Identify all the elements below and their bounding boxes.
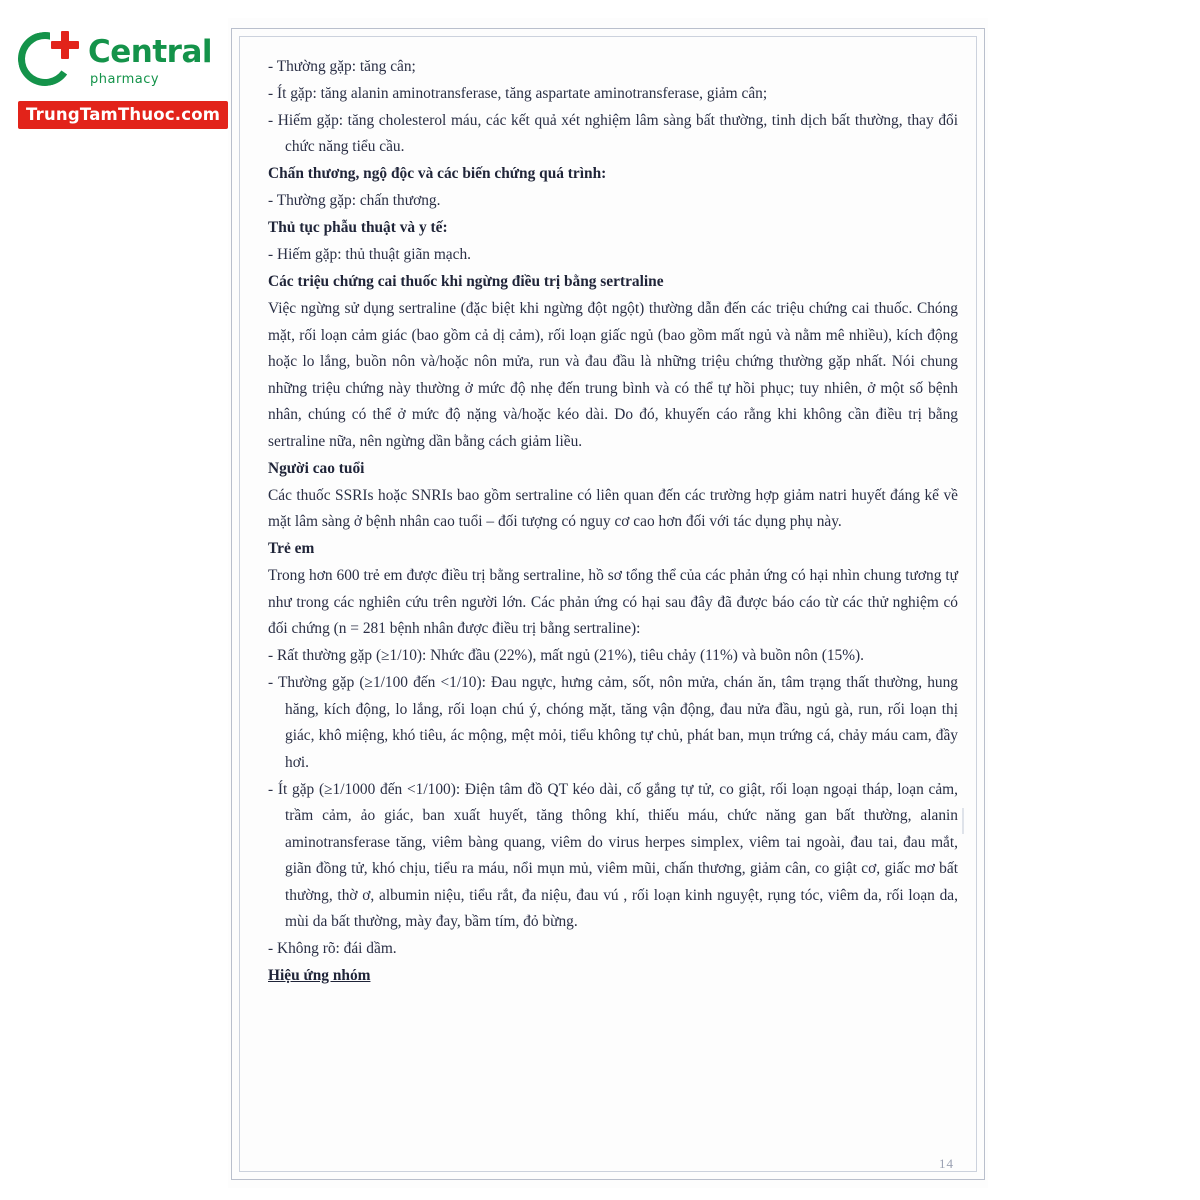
section-heading: Thủ tục phẫu thuật và y tế: — [268, 219, 448, 237]
section-heading: Chấn thương, ngộ độc và các biến chứng quá trình: — [268, 165, 607, 183]
bullet-line: - Không rõ: đái dầm. — [268, 939, 397, 957]
brand-subtitle: pharmacy — [90, 71, 160, 87]
paragraph: Trong hơn 600 trẻ em được điều trị bằng sertraline, hồ sơ tổng thể của các phản ứng có hại nhìn chung tương tự như trong các nghiên cứu trên người lớn. Các phản ứng có hại sau đây đã được báo cáo từ các thử nghiệm có đối chứng (n = 281 bệnh nhân được điều trị bằng sertraline): — [268, 567, 958, 638]
section-heading: Trẻ em — [268, 540, 315, 558]
bullet-line: - Ít gặp (≥1/1000 đến <1/100): Điện tâm đồ QT kéo dài, cố gắng tự tử, co giật, rối loạn ngoại tháp, loạn cảm, trầm cảm, ảo giác, ban xuất huyết, tăng thông khí, thiếu máu, chức năng gan bất thường, alanin aminotransferase tăng, viêm bàng quang, viêm do virus herpes simplex, viêm tai ngoài, đau tai, đau mắt, giãn đồng tử, khó chịu, tiểu ra máu, nổi mụn mủ, viêm mũi, chấn thương, giảm cân, co giật cơ, giấc mơ bất thường, thờ ơ, albumin niệu, tiểu rắt, đa niệu, đau vú , rối loạn kinh nguyệt, rụng tóc, viêm da, rối loạn da, mùi da bất thường, mày đay, bầm tím, đỏ bừng. — [268, 780, 958, 930]
scan-artifact — [962, 808, 964, 834]
section-heading-underlined: Hiệu ứng nhóm — [268, 966, 371, 984]
bullet-line: - Hiếm gặp: tăng cholesterol máu, các kết quả xét nghiệm lâm sàng bất thường, tinh dịch bất thường, thay đổi chức năng tiểu cầu. — [268, 111, 958, 156]
section-heading: Các triệu chứng cai thuốc khi ngừng điều trị bằng sertraline — [268, 273, 664, 291]
paragraph: Việc ngừng sử dụng sertraline (đặc biệt khi ngừng đột ngột) thường dẫn đến các triệu chứng cai thuốc. Chóng mặt, rối loạn cảm giác (bao gồm cả dị cảm), rối loạn giấc ngủ (bao gồm mất ngủ và nằm mê nhiều), kích động hoặc lo lắng, buồn nôn và/hoặc nôn mửa, run và đau đầu là những triệu chứng thường gặp nhất. Nói chung những triệu chứng này thường ở mức độ nhẹ đến trung bình và có thể tự hồi phục; tuy nhiên, ở một số bệnh nhân, chúng có thể ở mức độ nặng và/hoặc kéo dài. Do đó, khuyến cáo rằng khi không cần điều trị bằng sertraline nữa, nên ngừng dần bằng cách giảm liều. — [268, 300, 958, 450]
medical-cross-icon-bar — [51, 41, 79, 49]
bullet-line: - Hiếm gặp: thủ thuật giãn mạch. — [268, 246, 472, 264]
bullet-line: - Ít gặp: tăng alanin aminotransferase, tăng aspartate aminotransferase, giảm cân; — [268, 84, 768, 102]
watermark-brand — [18, 30, 228, 129]
brand-text — [88, 33, 212, 87]
brand-name: Central — [88, 33, 212, 70]
bullet-line: - Thường gặp (≥1/100 đến <1/10): Đau ngực, hưng cảm, sốt, nôn mửa, chán ăn, tâm trạng thất thường, hung hăng, kích động, lo lắng, rối loạn chú ý, chóng mặt, tăng vận động, đau nửa đầu, ngủ gà, run, rối loạn thị giác, khô miệng, khó tiêu, ác mộng, mệt mỏi, tiểu không tự chủ, phát ban, mụn trứng cá, chảy máu cam, đầy hơi. — [268, 674, 958, 771]
bullet-line: - Rất thường gặp (≥1/10): Nhức đầu (22%), mất ngủ (21%), tiêu chảy (11%) và buồn nôn (15%). — [268, 647, 865, 665]
document-body — [268, 54, 958, 990]
page-number: 14 — [939, 1156, 954, 1171]
brand-website-badge: TrungTamThuoc.com — [18, 101, 228, 129]
central-pharmacy-logo-icon — [18, 30, 80, 92]
bullet-line: - Thường gặp: chấn thương. — [268, 192, 441, 210]
paragraph: Các thuốc SSRIs hoặc SNRIs bao gồm sertraline có liên quan đến các trường hợp giảm natri huyết đáng kể về mặt lâm sàng ở bệnh nhân cao tuổi – đối tượng có nguy cơ cao hơn đối với tác dụng phụ này. — [268, 486, 958, 531]
scanned-page — [228, 18, 988, 1188]
brand-row — [18, 30, 228, 92]
bullet-line: - Thường gặp: tăng cân; — [268, 58, 416, 75]
section-heading: Người cao tuổi — [268, 459, 365, 477]
